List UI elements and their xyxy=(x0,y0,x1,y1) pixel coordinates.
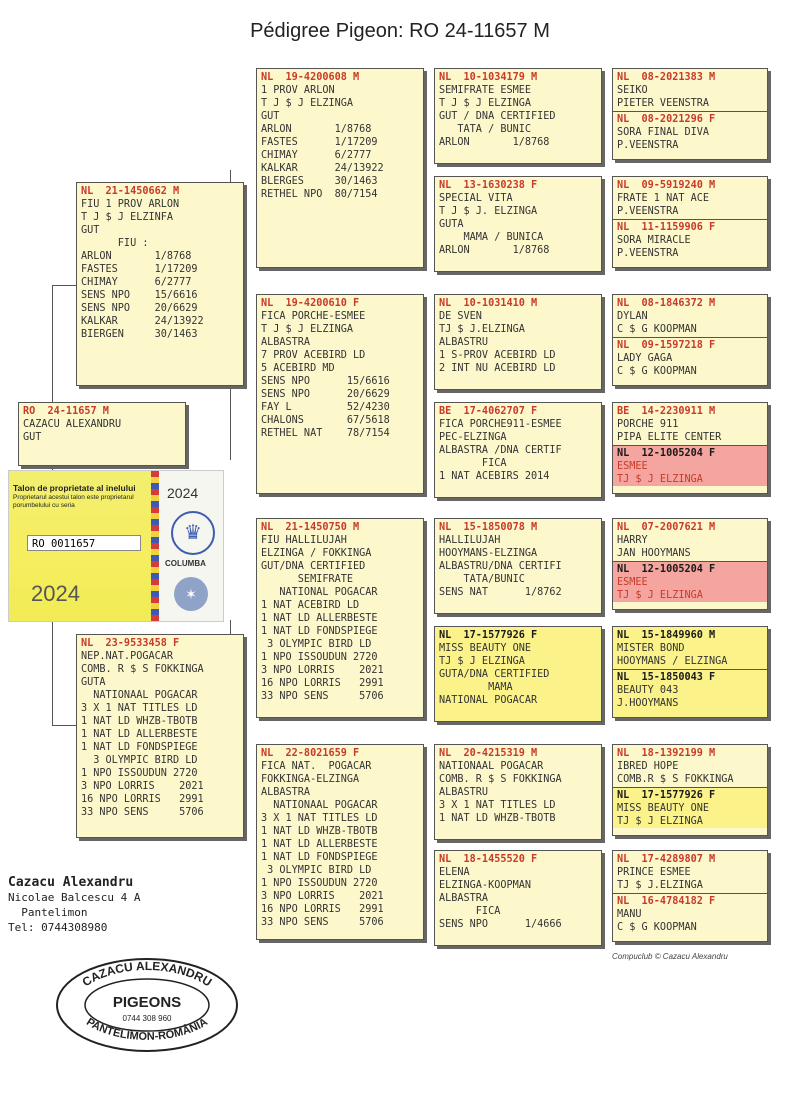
card-line: RETHEL NPO 80/7154 xyxy=(261,189,378,200)
gen3-card xyxy=(434,176,602,272)
card-line: HALLILUJAH xyxy=(439,535,501,546)
sire-line: BIERGEN 30/1463 xyxy=(81,329,198,340)
card-line: 1 NAT LD ALLERBESTE xyxy=(261,839,378,850)
owner-name: Cazacu Alexandru xyxy=(8,875,134,890)
ticket-subtitle: Proprietarul acestui talon este proprietarul porumbelului cu seria xyxy=(13,494,134,509)
ring-id: NL 20-4215319 M xyxy=(439,748,538,759)
card-line: 1 NAT LD FONDSPIEGE xyxy=(261,626,378,637)
card-line: TJ $ J ELZINGA xyxy=(439,656,525,667)
card-line: FICA xyxy=(439,458,507,469)
card-line: MANU xyxy=(617,909,642,920)
ring-id: NL 17-1577926 F xyxy=(439,630,538,641)
card-line: MISS BEAUTY ONE xyxy=(439,643,532,654)
card-line: 33 NPO SENS 5706 xyxy=(261,691,384,702)
card-line: C $ G KOOPMAN xyxy=(617,366,697,377)
sire-line: T J $ J ELZINFA xyxy=(81,212,174,223)
card-line: GUT/DNA CERTIFIED xyxy=(261,561,366,572)
card-line: DE SVEN xyxy=(439,311,482,322)
card-line: 1 NAT ACEBIRD LD xyxy=(261,600,360,611)
card-line: T J $ J ELZINGA xyxy=(261,98,354,109)
card-line: 1 NAT ACEBIRS 2014 xyxy=(439,471,550,482)
gen4-sub xyxy=(613,337,767,378)
granddam-paternal-card xyxy=(256,294,424,494)
card-line: ELZINGA-KOOPMAN xyxy=(439,880,532,891)
ring-id: NL 17-4289807 M xyxy=(617,854,716,865)
gen3-card xyxy=(434,518,602,614)
ring-id: NL 18-1392199 M xyxy=(617,748,716,759)
card-line: ALBASTRA /DNA CERTIF xyxy=(439,445,562,456)
card-line: 1 NAT LD FONDSPIEGE xyxy=(261,852,378,863)
connector xyxy=(52,725,76,726)
sire-line: SENS NPO 15/6616 xyxy=(81,290,198,301)
card-line: TJ $ J ELZINGA xyxy=(617,590,703,601)
ring-id: BE 17-4062707 F xyxy=(439,406,538,417)
card-line: PORCHE 911 xyxy=(617,419,679,430)
card-line: ALBASTRU/DNA CERTIFI xyxy=(439,561,562,572)
card-line: PIETER VEENSTRA xyxy=(617,98,710,109)
ring-id: NL 22-8021659 F xyxy=(261,748,360,759)
gen4-sub xyxy=(613,893,767,934)
gen4-sub xyxy=(613,111,767,152)
ticket-brand: COLUMBA xyxy=(165,559,206,568)
card-line: C $ G KOOPMAN xyxy=(617,922,697,933)
ring-id: NL 12-1005204 F xyxy=(617,448,716,459)
sire-card xyxy=(76,182,244,386)
card-line: 7 PROV ACEBIRD LD xyxy=(261,350,366,361)
card-line: SEMIFRATE ESMEE xyxy=(439,85,532,96)
card-line: HOOYMANS / ELZINGA xyxy=(617,656,728,667)
card-line: PRINCE ESMEE xyxy=(617,867,691,878)
sire-line: FASTES 1/17209 xyxy=(81,264,198,275)
dam-card xyxy=(76,634,244,838)
card-line: ALBASTRU xyxy=(439,337,489,348)
ring-id: NL 16-4784182 F xyxy=(617,896,716,907)
dam-line: 16 NPO LORRIS 2991 xyxy=(81,794,204,805)
dam-line: 3 X 1 NAT TITLES LD xyxy=(81,703,198,714)
card-line: FICA NAT. POGACAR xyxy=(261,761,372,772)
card-line: COMB. R $ S FOKKINGA xyxy=(439,774,562,785)
svg-text:CAZACU ALEXANDRU xyxy=(80,959,215,989)
gen3-card xyxy=(434,68,602,164)
card-line: TJ $ J ELZINGA xyxy=(617,474,703,485)
subject-card xyxy=(18,402,186,466)
card-line: SENS NAT 1/8762 xyxy=(439,587,562,598)
gen4-pair-card xyxy=(612,402,768,494)
card-line: J.HOOYMANS xyxy=(617,698,679,709)
ring-id: NL 19-4200608 M xyxy=(261,72,360,83)
card-line: MAMA / BUNICA xyxy=(439,232,544,243)
card-line: SENS NPO 20/6629 xyxy=(261,389,390,400)
ring-id: NL 21-1450750 M xyxy=(261,522,360,533)
card-line: FAY L 52/4230 xyxy=(261,402,390,413)
card-line: FICA xyxy=(439,906,501,917)
card-line: TJ $ J.ELZINGA xyxy=(617,880,703,891)
ring-id: NL 19-4200610 F xyxy=(261,298,360,309)
card-line: FICA PORCHE911-ESMEE xyxy=(439,419,562,430)
card-line: NATIONAL POGACAR xyxy=(439,695,538,706)
ring-id: NL 08-2021383 M xyxy=(617,72,716,83)
ticket-ring-number: RO 0011657 xyxy=(27,535,141,551)
card-line: ALBASTRA xyxy=(261,337,311,348)
card-line: SENS NPO 15/6616 xyxy=(261,376,390,387)
stamp-middle-text: PIGEONS xyxy=(112,994,182,1011)
card-line: TATA / BUNIC xyxy=(439,124,532,135)
ring-id: NL 15-1850078 M xyxy=(439,522,538,533)
dam-line: 3 NPO LORRIS 2021 xyxy=(81,781,204,792)
dam-line: NATIONAAL POGACAR xyxy=(81,690,198,701)
gen4-pair-card xyxy=(612,850,768,942)
card-line: IBRED HOPE xyxy=(617,761,679,772)
ring-id: NL 09-1597218 F xyxy=(617,340,716,351)
card-line: FRATE 1 NAT ACE xyxy=(617,193,710,204)
gen4-pair-card xyxy=(612,294,768,386)
ticket-year-right: 2024 xyxy=(167,485,199,501)
card-line: HARRY xyxy=(617,535,648,546)
ticket-title: Talon de proprietate al inelului xyxy=(13,483,136,493)
dam-line: NEP.NAT.POGACAR xyxy=(81,651,174,662)
card-line: RETHEL NAT 78/7154 xyxy=(261,428,390,439)
card-line: P.VEENSTRA xyxy=(617,140,679,151)
card-line: NATIONAL POGACAR xyxy=(261,587,378,598)
dam-line: 1 NAT LD WHZB-TBOTB xyxy=(81,716,198,727)
card-line: 3 X 1 NAT TITLES LD xyxy=(261,813,378,824)
card-line: P.VEENSTRA xyxy=(617,206,679,217)
card-line: T J $ J ELZINGA xyxy=(439,98,532,109)
ring-id: NL 18-1455520 F xyxy=(439,854,538,865)
card-line: MAMA xyxy=(439,682,513,693)
gen4-sub xyxy=(613,669,767,710)
card-line: 3 OLYMPIC BIRD LD xyxy=(261,639,372,650)
ring-id: NL 09-5919240 M xyxy=(617,180,716,191)
gen3-card xyxy=(434,626,602,722)
owner-block xyxy=(8,875,140,935)
card-line: BEAUTY 043 xyxy=(617,685,679,696)
sire-line: FIU 1 PROV ARLON xyxy=(81,199,180,210)
stamp-top-text: CAZACU ALEXANDRU xyxy=(79,958,215,990)
card-line: T J $ J. ELZINGA xyxy=(439,206,538,217)
ring-id: NL 08-2021296 F xyxy=(617,114,716,125)
subject-color: GUT xyxy=(23,432,42,443)
ticket-color-strip xyxy=(151,471,159,621)
gen3-card xyxy=(434,402,602,498)
ring-id: NL 07-2007621 M xyxy=(617,522,716,533)
card-line: 3 NPO LORRIS 2021 xyxy=(261,891,384,902)
card-line: 1 S-PROV ACEBIRD LD xyxy=(439,350,556,361)
sire-line: SENS NPO 20/6629 xyxy=(81,303,198,314)
card-line: TJ $ J.ELZINGA xyxy=(439,324,525,335)
card-line: SEIKO xyxy=(617,85,648,96)
card-line: ESMEE xyxy=(617,577,648,588)
gen4-sub xyxy=(613,219,767,260)
ring-id: NL 08-1846372 M xyxy=(617,298,716,309)
owner-address: Nicolae Balcescu 4 A xyxy=(8,891,141,904)
card-line: 5 ACEBIRD MD xyxy=(261,363,335,374)
card-line: MISS BEAUTY ONE xyxy=(617,803,710,814)
dam-ring-id: NL 23-9533458 F xyxy=(81,638,180,649)
federation-logo-icon: ♛ xyxy=(171,511,215,555)
card-line: 3 X 1 NAT TITLES LD xyxy=(439,800,556,811)
gen4-sub xyxy=(613,561,767,602)
ring-id: NL 10-1031410 M xyxy=(439,298,538,309)
card-line: 2 INT NU ACEBIRD LD xyxy=(439,363,556,374)
card-line: SEMIFRATE xyxy=(261,574,354,585)
grandsire-maternal-card xyxy=(256,518,424,718)
card-line: FOKKINGA-ELZINGA xyxy=(261,774,360,785)
card-line: ARLON 1/8768 xyxy=(439,137,550,148)
dam-line: GUTA xyxy=(81,677,106,688)
card-line: ALBASTRA xyxy=(261,787,311,798)
ring-id: NL 11-1159906 F xyxy=(617,222,716,233)
card-line: PIPA ELITE CENTER xyxy=(617,432,722,443)
stamp-phone: 0744 308 960 xyxy=(122,1014,172,1023)
card-line: NATIONAAL POGACAR xyxy=(261,800,378,811)
card-line: SPECIAL VITA xyxy=(439,193,513,204)
card-line: 1 NPO ISSOUDUN 2720 xyxy=(261,652,378,663)
card-line: GUTA/DNA CERTIFIED xyxy=(439,669,550,680)
card-line: 1 NPO ISSOUDUN 2720 xyxy=(261,878,378,889)
card-line: DYLAN xyxy=(617,311,648,322)
card-line: TJ $ J ELZINGA xyxy=(617,816,703,827)
sire-line: ARLON 1/8768 xyxy=(81,251,192,262)
card-line: FASTES 1/17209 xyxy=(261,137,378,148)
dam-line: 1 NAT LD ALLERBESTE xyxy=(81,729,198,740)
gen4-pair-card xyxy=(612,68,768,160)
pigeon-emblem-icon: ✶ xyxy=(174,577,208,611)
ring-id: NL 10-1034179 M xyxy=(439,72,538,83)
card-line: SENS NPO 1/4666 xyxy=(439,919,562,930)
gen3-card xyxy=(434,850,602,946)
card-line: P.VEENSTRA xyxy=(617,248,679,259)
card-line: 16 NPO LORRIS 2991 xyxy=(261,904,384,915)
ring-id: NL 12-1005204 F xyxy=(617,564,716,575)
card-line: HOOYMANS-ELZINGA xyxy=(439,548,538,559)
sire-line: FIU : xyxy=(81,238,149,249)
gen4-sub xyxy=(613,787,767,828)
grandsire-paternal-card xyxy=(256,68,424,268)
card-line: BLERGES 30/1463 xyxy=(261,176,378,187)
sire-line: KALKAR 24/13922 xyxy=(81,316,204,327)
card-line: MISTER BOND xyxy=(617,643,685,654)
card-line: CHALONS 67/5618 xyxy=(261,415,390,426)
card-line: KALKAR 24/13922 xyxy=(261,163,384,174)
gen4-pair-card xyxy=(612,176,768,268)
gen3-card xyxy=(434,744,602,840)
card-line: LADY GAGA xyxy=(617,353,673,364)
gen3-card xyxy=(434,294,602,390)
card-line: ARLON 1/8768 xyxy=(439,245,550,256)
subject-owner: CAZACU ALEXANDRU xyxy=(23,419,122,430)
card-line: GUT xyxy=(261,111,280,122)
ring-id: NL 15-1849960 M xyxy=(617,630,716,641)
sire-line: CHIMAY 6/2777 xyxy=(81,277,192,288)
card-line: PEC-ELZINGA xyxy=(439,432,507,443)
ticket-year: 2024 xyxy=(31,581,80,606)
gen4-pair-card xyxy=(612,518,768,610)
dam-line: 3 OLYMPIC BIRD LD xyxy=(81,755,198,766)
owner-address-city: Pantelimon xyxy=(8,906,88,919)
ring-id: NL 17-1577926 F xyxy=(617,790,716,801)
card-line: ALBASTRA xyxy=(439,893,489,904)
card-line: 16 NPO LORRIS 2991 xyxy=(261,678,384,689)
card-line: ELENA xyxy=(439,867,470,878)
dam-line: 1 NAT LD FONDSPIEGE xyxy=(81,742,198,753)
card-line: TATA/BUNIC xyxy=(439,574,525,585)
page-title: Pédigree Pigeon: RO 24-11657 M xyxy=(250,20,550,42)
card-line: NATIONAAL POGACAR xyxy=(439,761,544,772)
card-line: SORA FINAL DIVA xyxy=(617,127,710,138)
card-line: FIU HALLILUJAH xyxy=(261,535,347,546)
card-line: FICA PORCHE-ESMEE xyxy=(261,311,366,322)
gen4-sub xyxy=(613,445,767,486)
ring-id: NL 13-1630238 F xyxy=(439,180,538,191)
card-line: 3 NPO LORRIS 2021 xyxy=(261,665,384,676)
card-line: 1 NAT LD WHZB-TBOTB xyxy=(439,813,556,824)
card-line: 3 OLYMPIC BIRD LD xyxy=(261,865,372,876)
card-line: ELZINGA / FOKKINGA xyxy=(261,548,372,559)
dam-line: 33 NPO SENS 5706 xyxy=(81,807,204,818)
card-line: 1 NAT LD ALLERBESTE xyxy=(261,613,378,624)
stamp-bottom-text: PANTELIMON-ROMÂNIA xyxy=(84,1016,210,1043)
card-line: 1 PROV ARLON xyxy=(261,85,335,96)
ring-id: BE 14-2230911 M xyxy=(617,406,716,417)
dam-line: 1 NPO ISSOUDUN 2720 xyxy=(81,768,198,779)
subject-ring-id: RO 24-11657 M xyxy=(23,406,109,417)
card-line: T J $ J ELZINGA xyxy=(261,324,354,335)
footer-credit: Compuclub © Cazacu Alexandru xyxy=(612,952,728,961)
ring-id: NL 15-1850043 F xyxy=(617,672,716,683)
sire-line: GUT xyxy=(81,225,100,236)
card-line: ESMEE xyxy=(617,461,648,472)
card-line: CHIMAY 6/2777 xyxy=(261,150,372,161)
owner-stamp xyxy=(52,945,242,1055)
ring-ownership-ticket xyxy=(8,470,224,622)
card-line: 1 NAT LD WHZB-TBOTB xyxy=(261,826,378,837)
card-line: 33 NPO SENS 5706 xyxy=(261,917,384,928)
gen4-pair-card xyxy=(612,626,768,718)
gen4-pair-card xyxy=(612,744,768,836)
card-line: SORA MIRACLE xyxy=(617,235,691,246)
card-line: COMB.R $ S FOKKINGA xyxy=(617,774,734,785)
card-line: JAN HOOYMANS xyxy=(617,548,691,559)
granddam-maternal-card xyxy=(256,744,424,940)
owner-phone: Tel: 0744308980 xyxy=(8,921,108,934)
sire-ring-id: NL 21-1450662 M xyxy=(81,186,180,197)
card-line: GUT / DNA CERTIFIED xyxy=(439,111,556,122)
connector xyxy=(52,285,76,286)
card-line: GUTA xyxy=(439,219,464,230)
card-line: ARLON 1/8768 xyxy=(261,124,372,135)
card-line: C $ G KOOPMAN xyxy=(617,324,697,335)
dam-line: COMB. R $ S FOKKINGA xyxy=(81,664,204,675)
card-line: ALBASTRU xyxy=(439,787,489,798)
